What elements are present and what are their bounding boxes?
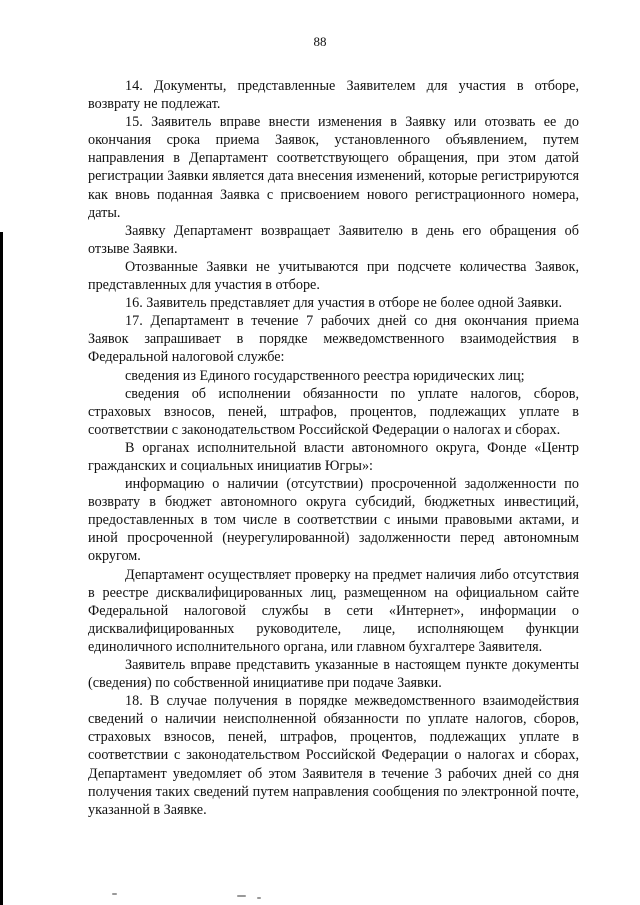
- scan-edge-line: [0, 232, 3, 905]
- document-body: [88, 77, 579, 819]
- paragraph-15: 15. Заявитель вправе внести изменения в Заявку или отозвать ее до окончания срока приема Заявок, установленного объявлением, путем направления в Департамент соответствующего обращения, при этом датой регистрации Заявки является дата внесения изменений, которые регистрируются как вновь поданная Заявка с присвоением нового регистрационного номера, даты.: [88, 114, 579, 221]
- paragraph-disqualified-registry: Департамент осуществляет проверку на предмет наличия либо отсутствия в реестре дисквалифицированных лиц, размещенном на официальном сайте Федеральной налоговой службы в сети «Интернет», информации о дисквалифицированных руководителе, лице, исполняющем функции единоличного исполнительного органа, или главном бухгалтере Заявителя.: [88, 566, 579, 655]
- paragraph-17: 17. Департамент в течение 7 рабочих дней со дня окончания приема Заявок запрашивает в порядке межведомственного взаимодействия в Федеральной налоговой службе:: [88, 313, 579, 366]
- paragraph-withdrawn-applications: Отозванные Заявки не учитываются при подсчете количества Заявок, представленных для участия в отборе.: [88, 258, 579, 294]
- paragraph-return-application: Заявку Департамент возвращает Заявителю в день его обращения об отзыве Заявки.: [88, 222, 579, 257]
- paragraph-18: 18. В случае получения в порядке межведомственного взаимодействия сведений о наличии неисполненной обязанности по уплате налогов, сборов, страховых взносов, пеней, штрафов, процентов, подлежащих уплате в соответствии с законодательством Российской Федерации о налогах и сборах, Департамент уведомляет об этом Заявителя в течение 3 рабочих дней со дня получения таких сведений путем направления сообщения по электронной почте, указанной в Заявке.: [88, 693, 579, 818]
- scan-speck: [257, 897, 261, 899]
- list-item-overdue-debt: информацию о наличии (отсутствии) просроченной задолженности по возврату в бюджет автономного округа субсидий, бюджетных инвестиций, предоставленных в том числе в соответствии с иными правовыми актами, и иной просроченной (неурегулированной) задолженности перед автономным округом.: [88, 476, 579, 565]
- scan-speck: [112, 893, 117, 895]
- list-item-egrul: сведения из Единого государственного реестра юридических лиц;: [125, 367, 525, 384]
- paragraph-14: 14. Документы, представленные Заявителем для участия в отборе, возврату не подлежат.: [88, 78, 579, 113]
- paragraph-own-initiative: Заявитель вправе представить указанные в настоящем пункте документы (сведения) по собственной инициативе при подаче Заявки.: [88, 657, 579, 692]
- scan-speck: [237, 895, 246, 897]
- page-number: 88: [313, 34, 327, 49]
- paragraph-16: 16. Заявитель представляет для участия в отборе не более одной Заявки.: [125, 295, 563, 312]
- paragraph-executive-bodies: В органах исполнительной власти автономного округа, Фонде «Центр гражданских и социальных инициатив Югры»:: [88, 439, 579, 474]
- list-item-tax-obligations: сведения об исполнении обязанности по уплате налогов, сборов, страховых взносов, пеней, штрафов, процентов, подлежащих уплате в соответствии с законодательством Российской Федерации о налогах и сборах.: [88, 385, 579, 438]
